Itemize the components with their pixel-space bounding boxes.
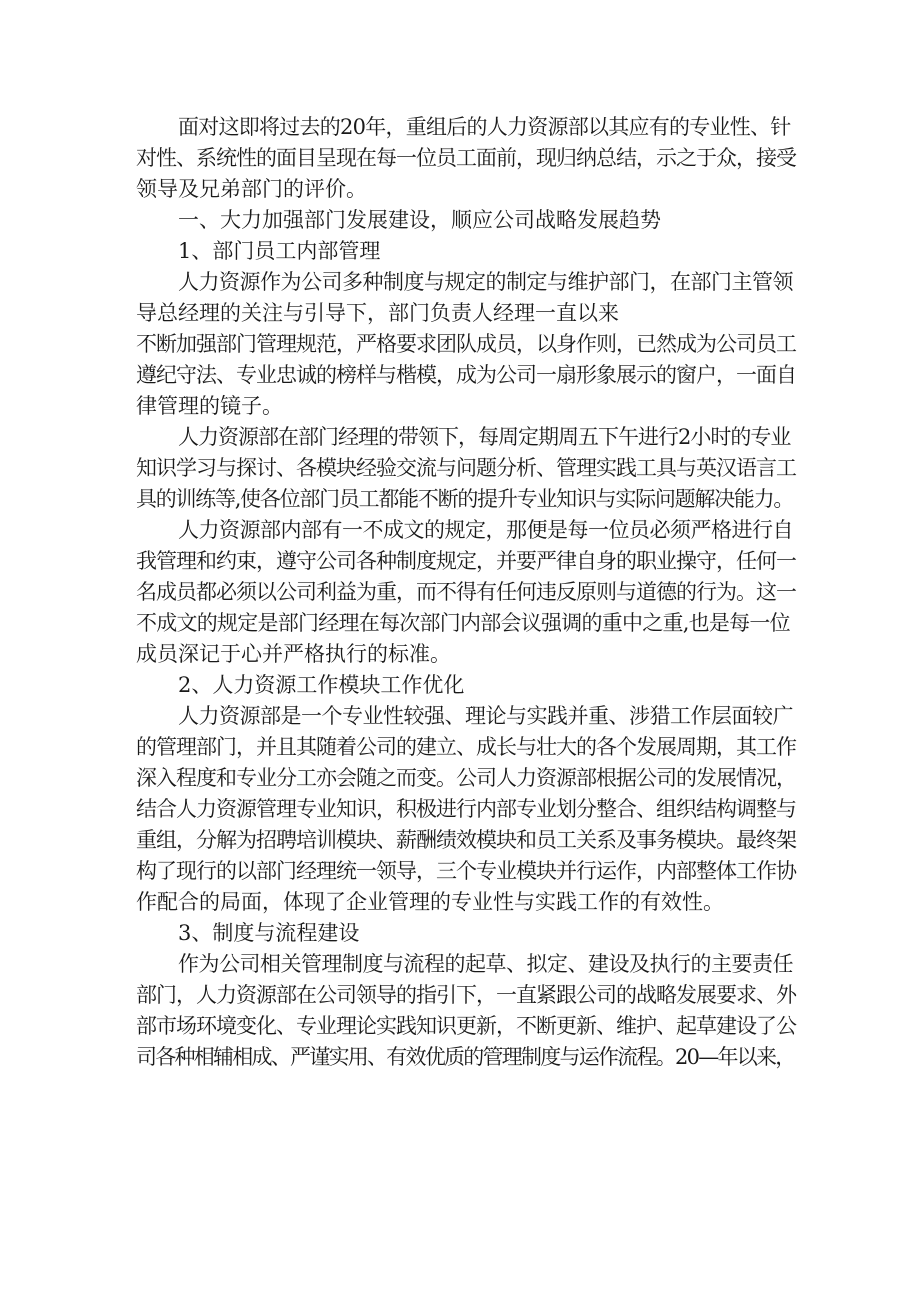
document-body (136, 112, 796, 1073)
section-heading-1 (136, 205, 796, 236)
heading-text: 2、人力资源工作模块工作优化 (178, 673, 465, 697)
text-line: 导总经理的关注与引导下，部门负责人经理一直以来 (136, 301, 619, 325)
text-line: 结合人力资源管理专业知识，积极进行内部专业划分整合、组织结构调整与 (136, 797, 796, 821)
paragraph-internal-management (136, 267, 796, 422)
heading-text: 1、部门员工内部管理 (178, 239, 381, 263)
text-line: 我管理和约束，遵守公司各种制度规定，并要严律自身的职业操守，任何一 (136, 549, 796, 573)
text-line: 领导及兄弟部门的评价。 (136, 177, 367, 201)
text-line: 人力资源部在部门经理的带领下，每周定期周五下午进行2小时的专业 (178, 425, 791, 449)
text-line: 知识学习与探讨、各模块经验交流与问题分析、管理实践工具与英汉语言工 (136, 456, 796, 480)
text-line: 部门，人力资源部在公司领导的指引下，一直紧跟公司的战略发展要求、外 (136, 983, 796, 1007)
paragraph-weekly-training (136, 422, 796, 515)
text-line: 人力资源部是一个专业性较强、理论与实践并重、涉猎工作层面较广 (178, 704, 793, 728)
subsection-heading-1 (136, 236, 796, 267)
paragraph-unwritten-rule (136, 515, 796, 670)
text-line: 对性、系统性的面目呈现在每一位员工面前，现归纳总结，示之于众，接受 (136, 146, 796, 170)
heading-text: 3、制度与流程建设 (178, 921, 360, 945)
text-line: 不成文的规定是部门经理在每次部门内部会议强调的重中之重,也是每一位 (136, 611, 790, 635)
text-line: 律管理的镜子。 (136, 394, 283, 418)
text-line: 成员深记于心并严格执行的标准。 (136, 642, 451, 666)
text-line: 司各种相辅相成、严谨实用、有效优质的管理制度与运作流程。20—年以来， (136, 1045, 795, 1069)
intro-paragraph (136, 112, 796, 205)
text-line: 人力资源作为公司多种制度与规定的制定与维护部门，在部门主管领 (178, 270, 793, 294)
subsection-heading-3 (136, 918, 796, 949)
text-line: 具的训练等,使各位部门员工都能不断的提升专业知识与实际问题解决能力。 (136, 487, 794, 511)
subsection-heading-2 (136, 670, 796, 701)
text-line: 作为公司相关管理制度与流程的起草、拟定、建设及执行的主要责任 (178, 952, 793, 976)
text-line: 名成员都必须以公司利益为重，而不得有任何违反原则与道德的行为。这一 (136, 580, 796, 604)
text-line: 部市场环境变化、专业理论实践知识更新，不断更新、维护、起草建设了公 (136, 1014, 796, 1038)
text-line: 重组，分解为招聘培训模块、薪酬绩效模块和员工关系及事务模块。最终架 (136, 828, 796, 852)
text-line: 遵纪守法、专业忠诚的榜样与楷模，成为公司一扇形象展示的窗户，一面自 (136, 363, 796, 387)
text-line: 的管理部门，并且其随着公司的建立、成长与壮大的各个发展周期，其工作 (136, 735, 796, 759)
paragraph-module-optimization (136, 701, 796, 918)
text-line: 面对这即将过去的20年，重组后的人力资源部以其应有的专业性、针 (178, 115, 791, 139)
text-line: 不断加强部门管理规范，严格要求团队成员，以身作则，已然成为公司员工 (136, 332, 796, 356)
text-line: 深入程度和专业分工亦会随之而变。公司人力资源部根据公司的发展情况， (136, 766, 796, 790)
paragraph-system-process (136, 949, 796, 1073)
text-line: 构了现行的以部门经理统一领导，三个专业模块并行运作，内部整体工作协 (136, 859, 796, 883)
text-line: 作配合的局面，体现了企业管理的专业性与实践工作的有效性。 (136, 890, 724, 914)
text-line: 人力资源部内部有一不成文的规定，那便是每一位员必须严格进行自 (178, 518, 793, 542)
heading-text: 一、大力加强部门发展建设，顺应公司战略发展趋势 (178, 208, 661, 232)
